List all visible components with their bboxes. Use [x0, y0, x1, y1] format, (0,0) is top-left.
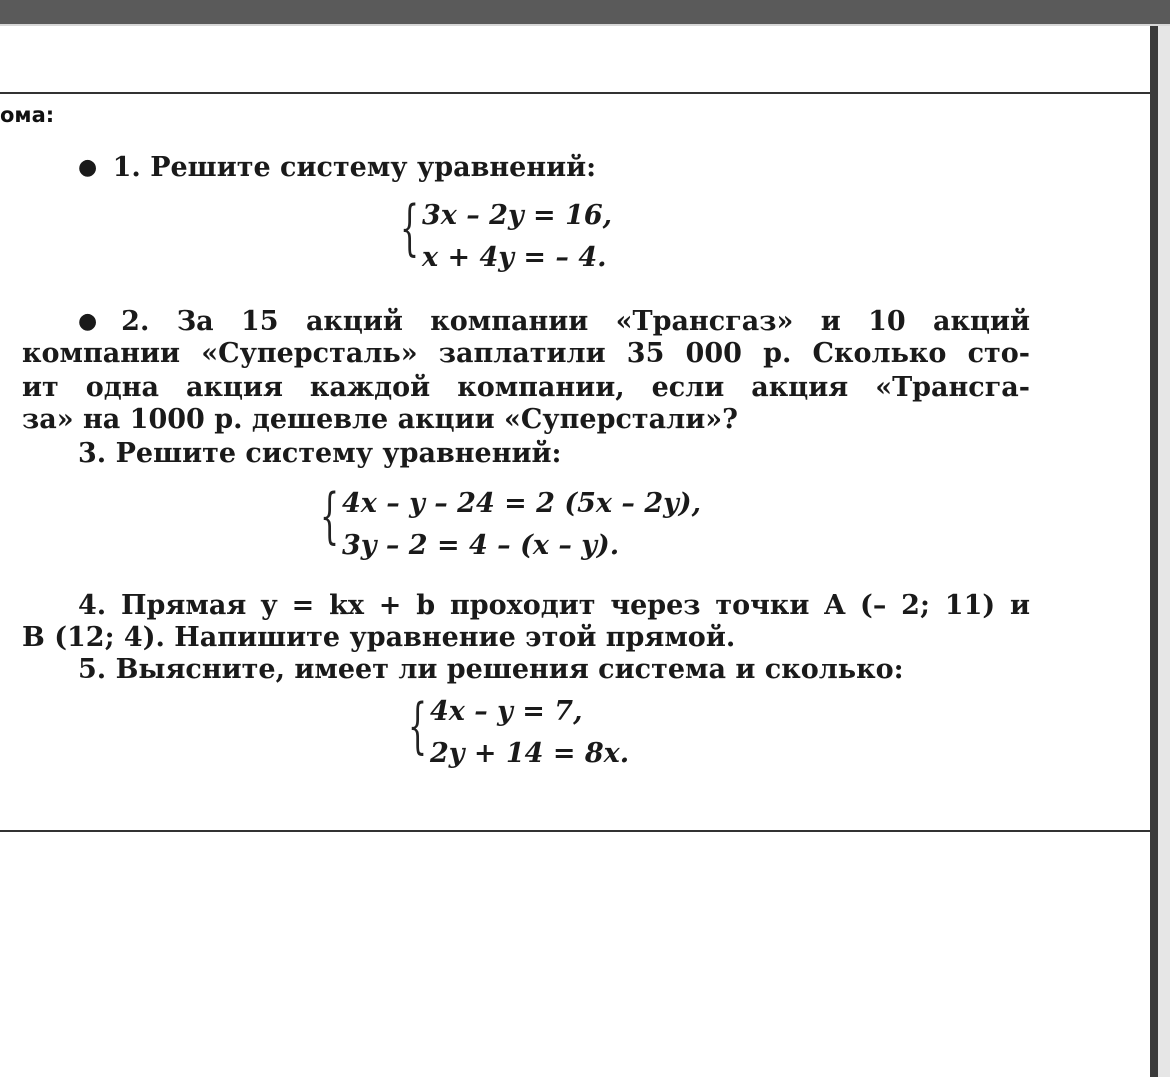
task-1-eq-1: 3x – 2y = 16,	[422, 200, 613, 231]
task-5-text: Выясните, имеет ли решения система и сколько:	[115, 654, 904, 685]
right-border-shadow	[1158, 26, 1170, 1077]
task-3-text: Решите систему уравнений:	[115, 438, 562, 469]
task-1-eq-2: x + 4y = – 4.	[422, 242, 607, 273]
top-bar	[0, 0, 1170, 24]
top-bar-edge	[0, 24, 1170, 26]
task-2-line-1	[78, 306, 1030, 339]
task-2-text-1: За 15 акций компании «Трансгаз» и 10 акций	[176, 306, 1030, 337]
task-1-bullet: ●	[78, 154, 98, 180]
task-2-number: 2.	[121, 306, 150, 337]
task-4-line-2: B (12; 4). Напишите уравнение этой прямой.	[22, 622, 736, 653]
task-2-bullet: ●	[78, 308, 116, 334]
top-rule	[0, 92, 1150, 94]
section-heading: ома:	[0, 103, 55, 127]
task-2-line-2: компании «Суперсталь» заплатили 35 000 р. Сколько сто-	[22, 338, 1030, 369]
task-1-brace: {	[400, 193, 420, 263]
task-5-number: 5.	[78, 654, 107, 685]
task-5-line	[78, 654, 904, 686]
bottom-rule	[0, 830, 1150, 832]
task-1-text: Решите систему уравнений:	[150, 152, 597, 183]
task-4-number: 4.	[78, 590, 107, 621]
right-border	[1150, 26, 1158, 1077]
task-2-line-4: за» на 1000 р. дешевле акции «Суперстали»?	[22, 404, 738, 435]
task-5-eq-2: 2y + 14 = 8x.	[430, 738, 630, 769]
task-4-line-1	[78, 590, 1030, 622]
task-1-line	[78, 152, 596, 185]
task-3-eq-1: 4x – y – 24 = 2 (5x – 2y),	[342, 488, 701, 519]
task-5-brace: {	[408, 691, 428, 761]
task-1-number: 1.	[112, 152, 141, 183]
task-3-brace: {	[320, 481, 340, 551]
task-4-text-1: Прямая y = kx + b проходит через точки A (– 2; 11) и	[121, 590, 1030, 621]
task-3-line	[78, 438, 562, 470]
task-3-eq-2: 3y – 2 = 4 – (x – y).	[342, 530, 620, 561]
task-2-line-3: ит одна акция каждой компании, если акция «Трансга-	[22, 372, 1030, 403]
task-5-eq-1: 4x – y = 7,	[430, 696, 583, 727]
task-3-number: 3.	[78, 438, 107, 469]
